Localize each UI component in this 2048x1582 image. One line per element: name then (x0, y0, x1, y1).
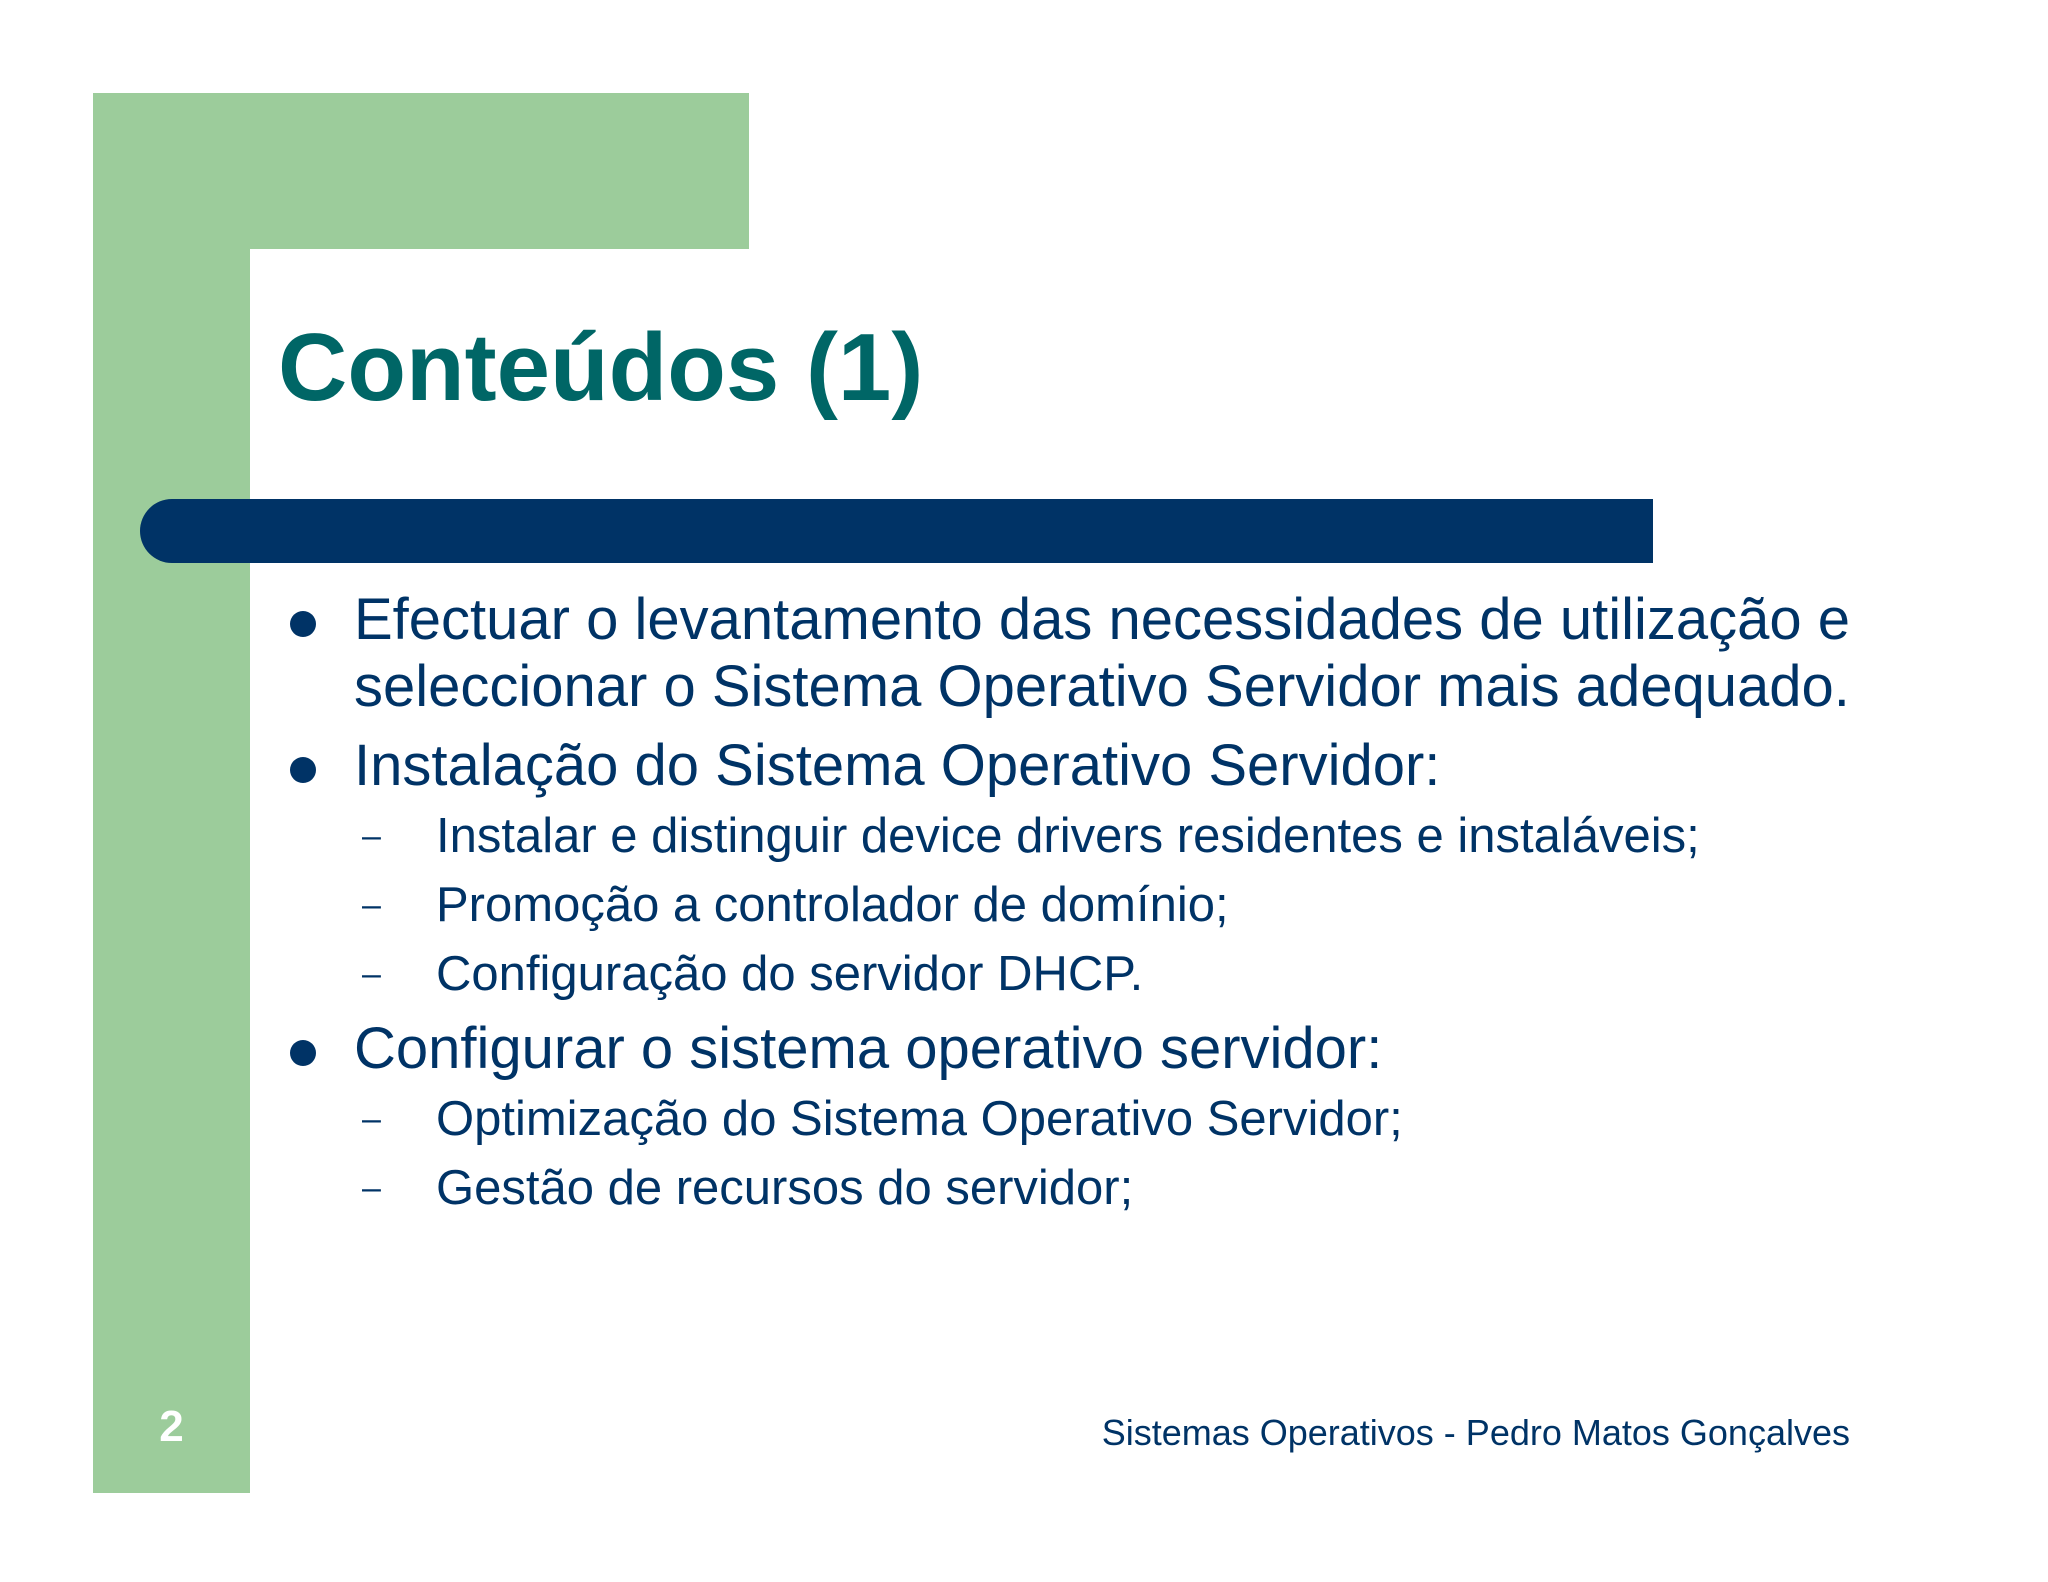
bullet-item (284, 1015, 1864, 1217)
sub-item-text: Optimização do Sistema Operativo Servidor; (436, 1092, 1403, 1146)
bullet-dot-icon (290, 1040, 316, 1066)
sub-item (354, 945, 1864, 1003)
slide-title: Conteúdos (1) (278, 314, 924, 421)
bullet-item (284, 586, 1864, 720)
dash-icon: – (362, 817, 381, 855)
bullet-list (284, 586, 1864, 1229)
title-underline-bar (140, 499, 1653, 563)
bullet-item (284, 732, 1864, 1003)
sub-item-text: Promoção a controlador de domínio; (436, 878, 1229, 932)
bullet-text: Configurar o sistema operativo servidor: (354, 1016, 1383, 1081)
dash-icon: – (362, 1100, 381, 1138)
sub-list (354, 807, 1864, 1003)
sub-item-text: Configuração do servidor DHCP. (436, 947, 1144, 1001)
top-green-block (93, 93, 749, 249)
bullet-text: Efectuar o levantamento das necessidades de utilização e seleccionar o Sistema Operativo Servidor mais adequado. (354, 587, 1851, 719)
sub-item (354, 1159, 1864, 1217)
slide-number: 2 (159, 1402, 184, 1451)
sub-item (354, 1090, 1864, 1148)
bullet-dot-icon (290, 611, 316, 637)
bullet-dot-icon (290, 757, 316, 783)
sub-item (354, 807, 1864, 865)
dash-icon: – (362, 955, 381, 993)
sub-item (354, 876, 1864, 934)
bullet-text: Instalação do Sistema Operativo Servidor: (354, 733, 1441, 798)
footer-text: Sistemas Operativos - Pedro Matos Gonçalves (1101, 1412, 1850, 1453)
dash-icon: – (362, 1169, 381, 1207)
sub-item-text: Gestão de recursos do servidor; (436, 1161, 1134, 1215)
sub-list (354, 1090, 1864, 1217)
dash-icon: – (362, 886, 381, 924)
sub-item-text: Instalar e distinguir device drivers residentes e instaláveis; (436, 809, 1700, 863)
left-green-bar (93, 93, 250, 1493)
